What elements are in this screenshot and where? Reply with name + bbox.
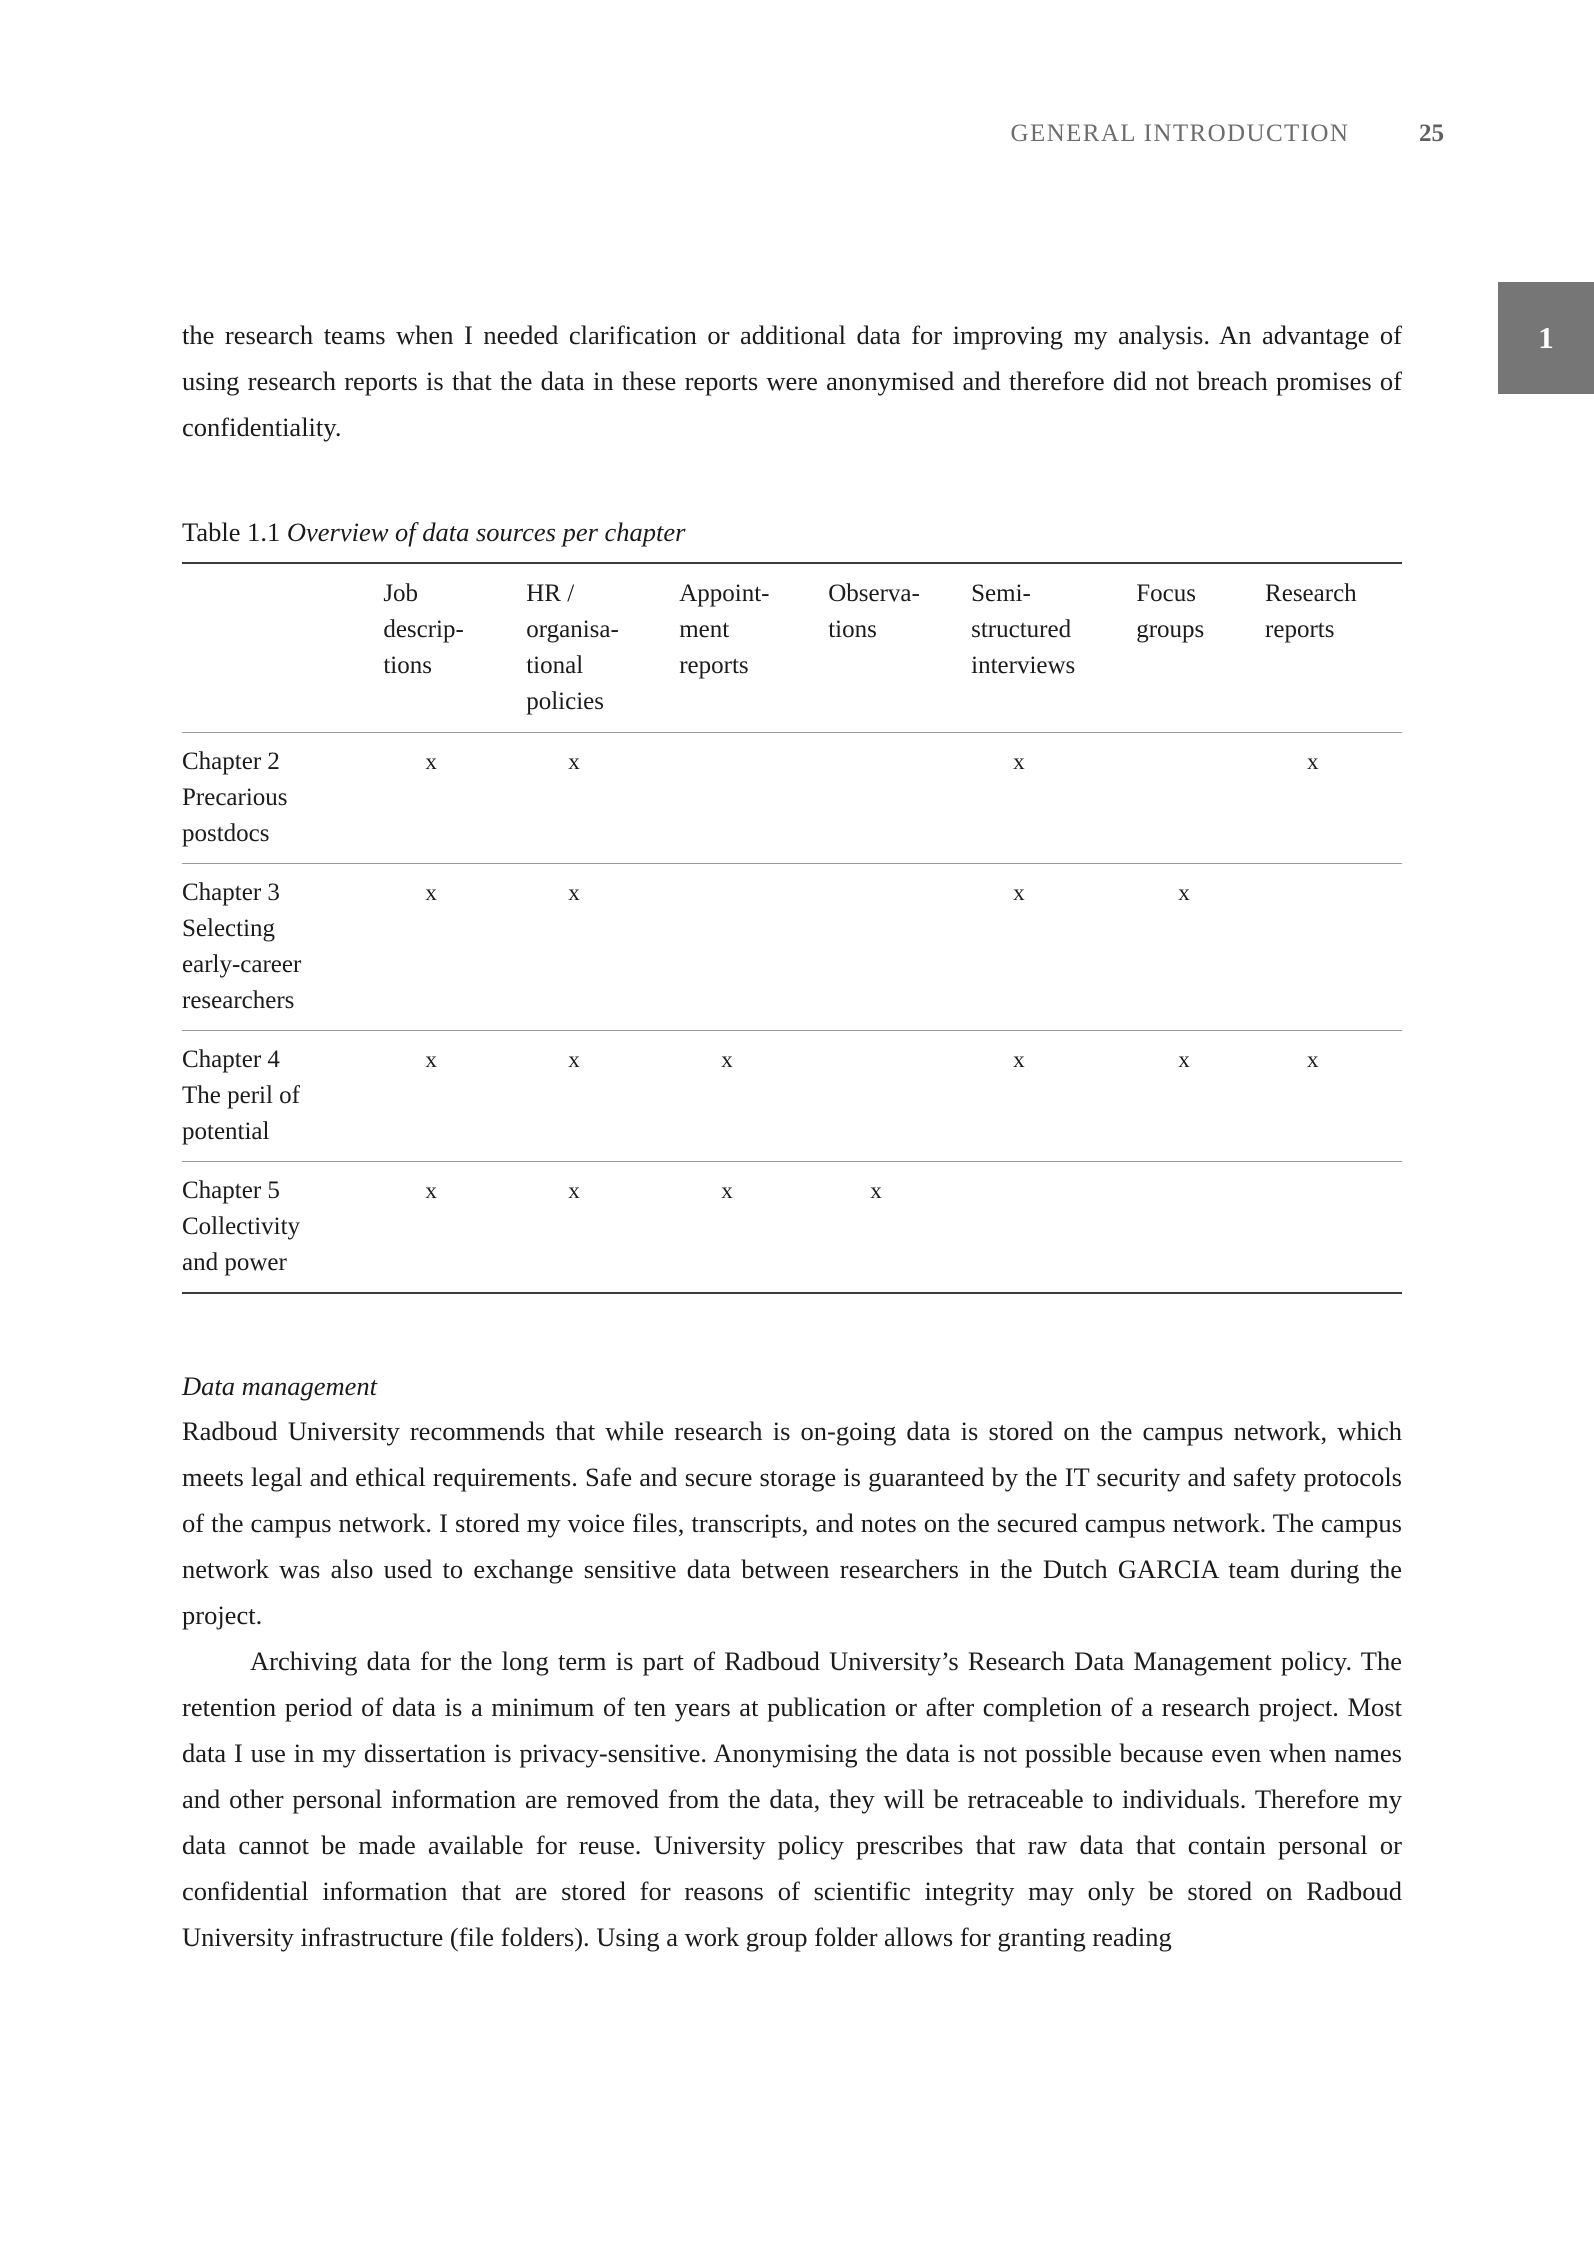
cell-observations [828, 1162, 971, 1294]
header-line: tional [526, 652, 584, 679]
cell-mark: x [1013, 1047, 1025, 1072]
cell-hr-policies [526, 1162, 679, 1294]
column-header-job-descriptions [383, 563, 526, 733]
cell-mark: x [721, 1178, 733, 1203]
cell-mark [828, 749, 870, 774]
cell-mark: x [870, 1178, 882, 1203]
table-caption-text: Overview of data sources per chapter [286, 517, 686, 547]
table-body [182, 733, 1402, 1294]
table-row [182, 1031, 1402, 1162]
cell-mark [1265, 1178, 1307, 1203]
cell-mark: x [568, 1047, 580, 1072]
section-paragraph-2: Archiving data for the long term is part of Radboud University’s Research Data Management policy. The retention period of data is a minimum of ten years at publication or after completion of a research project. Most data I use in my dissertation is privacy-sensitive. Anonymising the data is not possible because even when names and other personal information are removed from the data, they will be retraceable to individuals. Therefore my data cannot be made available for reuse. University policy prescribes that raw data that contain personal or confidential information that are stored for reasons of scientific integrity may only be stored on Radboud University infrastructure (file folders). Using a work group folder allows for granting reading [182, 1646, 1402, 1952]
header-line: HR / [526, 580, 575, 607]
chapter-marker-number: 1 [1538, 320, 1554, 355]
cell-semi-structured-interviews [971, 1162, 1136, 1294]
cell-job-descriptions [383, 1031, 526, 1162]
cell-hr-policies [526, 733, 679, 864]
cell-focus-groups [1136, 1031, 1265, 1162]
cell-appointment-reports [679, 1162, 828, 1294]
row-label-line: early-career [182, 951, 302, 978]
header-line: organisa- [526, 616, 619, 643]
table-caption [182, 512, 1402, 552]
row-label-line: researchers [182, 987, 295, 1014]
row-label-chapter-2 [182, 733, 383, 864]
chapter-marker-tab [1498, 282, 1594, 394]
row-label-chapter-3 [182, 864, 383, 1031]
cell-focus-groups [1136, 733, 1265, 864]
cell-mark [679, 880, 721, 905]
cell-research-reports [1265, 1031, 1402, 1162]
column-header-observations [828, 563, 971, 733]
header-line: interviews [971, 652, 1076, 679]
row-label-chapter-4 [182, 1031, 383, 1162]
cell-research-reports [1265, 864, 1402, 1031]
row-label-line: Chapter 5 [182, 1177, 280, 1204]
row-label-line: The peril of [182, 1082, 301, 1109]
row-label-line: and power [182, 1249, 287, 1276]
body-paragraph-1: the research teams when I needed clarification or additional data for improving my analysis. An advantage of using research reports is that the data in these reports were anonymised and therefore did not breach promises of confidentiality. [182, 320, 1402, 442]
cell-semi-structured-interviews [971, 1031, 1136, 1162]
row-label-line: postdocs [182, 820, 270, 847]
cell-mark [1136, 1178, 1178, 1203]
cell-mark: x [1013, 880, 1025, 905]
row-label-line: Selecting [182, 915, 276, 942]
cell-mark [828, 1047, 870, 1072]
cell-mark: x [1013, 749, 1025, 774]
header-line: Semi- [971, 580, 1031, 607]
header-line: policies [526, 688, 604, 715]
header-line: tions [828, 616, 877, 643]
cell-mark [971, 1178, 1013, 1203]
cell-mark: x [425, 749, 437, 774]
cell-mark: x [1178, 1047, 1190, 1072]
row-label-line: potential [182, 1118, 270, 1145]
header-line: ment [679, 616, 730, 643]
header-line: tions [383, 652, 432, 679]
cell-mark: x [1178, 880, 1190, 905]
cell-hr-policies [526, 864, 679, 1031]
table-header-row [182, 563, 1402, 733]
header-line: Focus [1136, 580, 1196, 607]
table-caption-label: Table 1.1 [182, 517, 287, 547]
row-label-line: Collectivity [182, 1213, 301, 1240]
column-header-blank [182, 563, 383, 733]
column-header-research-reports [1265, 563, 1402, 733]
cell-mark: x [425, 1047, 437, 1072]
cell-mark [1265, 880, 1307, 905]
row-label-line: Chapter 2 [182, 748, 280, 775]
header-line: reports [679, 652, 749, 679]
header-line: descrip- [383, 616, 464, 643]
column-header-hr-organisational-policies [526, 563, 679, 733]
row-label-line: Chapter 4 [182, 1046, 280, 1073]
row-label-line: Precarious [182, 784, 288, 811]
cell-mark: x [425, 880, 437, 905]
cell-mark: x [425, 1178, 437, 1203]
table-header [182, 563, 1402, 733]
cell-mark [679, 749, 721, 774]
cell-mark: x [568, 880, 580, 905]
running-head [0, 120, 1444, 148]
cell-job-descriptions [383, 733, 526, 864]
row-label-chapter-5 [182, 1162, 383, 1294]
column-header-focus-groups [1136, 563, 1265, 733]
header-line: groups [1136, 616, 1205, 643]
cell-observations [828, 1031, 971, 1162]
section-heading-data-management: Data management [182, 1371, 378, 1401]
column-header-semi-structured-interviews [971, 563, 1136, 733]
table-row [182, 1162, 1402, 1294]
cell-mark [1136, 749, 1178, 774]
section-paragraph-1: Radboud University recommends that while research is on-going data is stored on the campus network, which meets legal and ethical requirements. Safe and secure storage is guaranteed by the IT security and safety protocols of the campus network. I stored my voice files, transcripts, and notes on the secured campus network. The campus network was also used to exchange sensitive data between researchers in the Dutch GARCIA team during the project. [182, 1416, 1402, 1630]
cell-mark: x [1307, 749, 1319, 774]
column-header-appointment-reports [679, 563, 828, 733]
cell-appointment-reports [679, 1031, 828, 1162]
cell-mark: x [1307, 1047, 1319, 1072]
row-label-line: Chapter 3 [182, 879, 280, 906]
cell-appointment-reports [679, 733, 828, 864]
cell-mark: x [721, 1047, 733, 1072]
cell-focus-groups [1136, 864, 1265, 1031]
cell-mark: x [568, 749, 580, 774]
cell-observations [828, 733, 971, 864]
header-line: reports [1265, 616, 1335, 643]
cell-hr-policies [526, 1031, 679, 1162]
data-sources-table [182, 562, 1402, 1294]
cell-mark [828, 880, 870, 905]
cell-semi-structured-interviews [971, 733, 1136, 864]
header-line: Job [383, 580, 419, 607]
cell-research-reports [1265, 1162, 1402, 1294]
cell-job-descriptions [383, 1162, 526, 1294]
cell-appointment-reports [679, 864, 828, 1031]
header-line: Appoint- [679, 580, 770, 607]
cell-observations [828, 864, 971, 1031]
page-number: 25 [1419, 120, 1444, 147]
header-line: Research [1265, 580, 1357, 607]
cell-mark: x [568, 1178, 580, 1203]
table-row [182, 733, 1402, 864]
cell-job-descriptions [383, 864, 526, 1031]
cell-research-reports [1265, 733, 1402, 864]
table-row [182, 864, 1402, 1031]
page-content [182, 312, 1402, 1960]
cell-semi-structured-interviews [971, 864, 1136, 1031]
running-head-title: GENERAL INTRODUCTION [1010, 120, 1350, 147]
cell-focus-groups [1136, 1162, 1265, 1294]
header-line: structured [971, 616, 1072, 643]
section-body [182, 1408, 1402, 1960]
header-line: Observa- [828, 580, 920, 607]
